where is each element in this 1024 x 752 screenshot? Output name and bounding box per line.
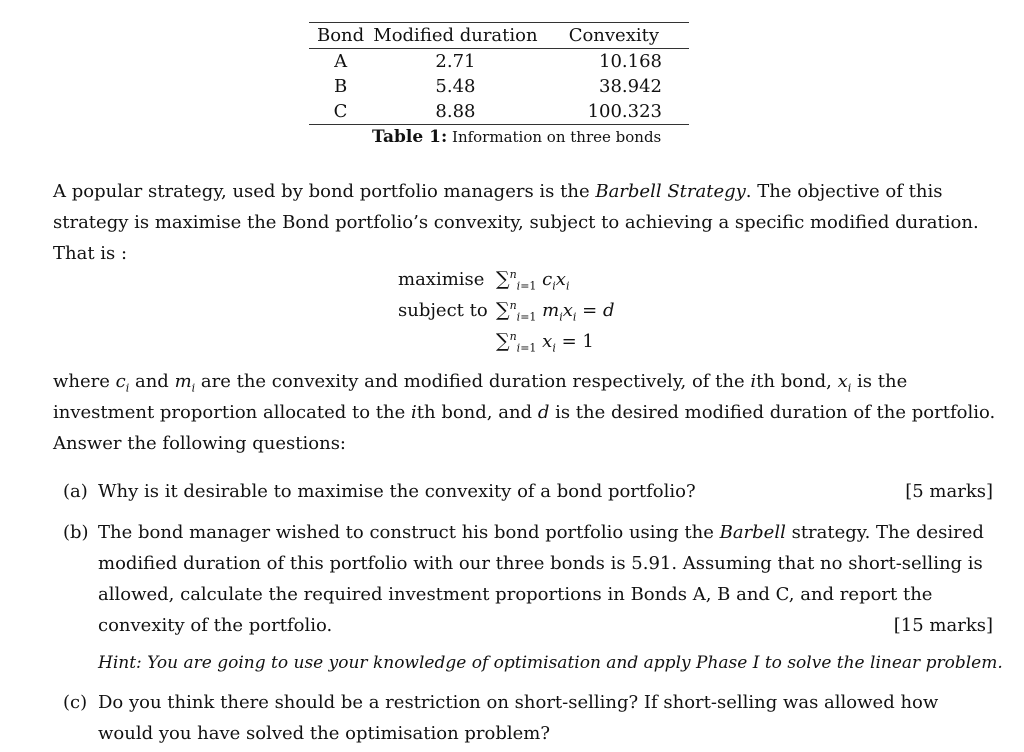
bond-convexity: 38.942 — [599, 76, 662, 97]
question-tag: (b) — [63, 522, 89, 543]
table-header-row — [309, 23, 689, 49]
table-caption — [372, 127, 661, 147]
maximise-label: maximise — [398, 269, 485, 290]
question-text: Do you think there should be a restriction on short-selling? If short-selling was allowed how would you have solved the optimisation problem? — [98, 692, 939, 744]
bond-name: C — [333, 101, 348, 122]
explanation-paragraph: where $c_i$ and $m_i$ are the convexity and modified duration respectively, of the ith bond, $x_i$ is the investment proportion allocated to the ith bond, and d is the desired modified duration of the portfolio. Answer the following questions: — [53, 371, 996, 454]
question-tag: (a) — [63, 481, 88, 502]
explain-text: is the desired modified duration of the portfolio. Answer the following questions: — [53, 402, 996, 454]
bond-duration: 8.88 — [435, 101, 476, 122]
question-text: Why is it desirable to maximise the convexity of a bond portfolio? — [98, 481, 696, 502]
caption-text: Information on three bonds — [452, 128, 662, 146]
intro-text: A popular strategy, used by bond portfolio managers is the — [53, 181, 596, 202]
hint-text: Hint: You are going to use your knowledge of optimisation and apply Phase I to solve the linear problem. — [98, 653, 1003, 673]
bond-table — [309, 22, 689, 125]
constraint-row: subject to ∑$^n_{i=1}$ $m_ix_i = d$ — [398, 295, 615, 326]
table-row — [309, 49, 689, 75]
bond-name: B — [333, 76, 348, 97]
bond-duration: 5.48 — [435, 76, 476, 97]
question-a — [63, 476, 993, 507]
question-text-cont: strategy. The desired modified duration of this portfolio with our three bonds is 5.91. Assuming that no short-selling is allowed, calculate the required investment proportions in Bonds A, B and C, and report the convexity of the portfolio. — [98, 522, 984, 636]
optimisation-problem — [398, 264, 615, 357]
bond-name: A — [334, 51, 348, 72]
explain-text: th bond, — [756, 371, 838, 392]
header-bond: Bond — [316, 25, 365, 46]
strategy-name: Barbell Strategy — [595, 181, 746, 202]
header-convexity: Convexity — [568, 25, 660, 46]
explain-text: where — [53, 371, 116, 392]
explain-text: th bond, and — [416, 402, 538, 423]
header-modified-duration: Modified duration — [373, 25, 538, 46]
intro-text-cont: . The objective of this strategy is maximise the Bond portfolio’s convexity, subject to achieving a specific modified duration. That is : — [53, 181, 979, 264]
barbell-term: Barbell — [719, 522, 786, 543]
marks: [15 marks] — [893, 615, 993, 636]
question-c — [63, 687, 993, 749]
bond-convexity: 10.168 — [599, 51, 662, 72]
table-row — [309, 99, 689, 125]
subject-to-label: subject to — [398, 300, 488, 321]
question-text: The bond manager wished to construct his bond portfolio using the — [98, 522, 720, 543]
marks: [5 marks] — [905, 481, 993, 502]
explain-text: and — [129, 371, 175, 392]
intro-paragraph — [53, 176, 1003, 269]
bond-duration: 2.71 — [435, 51, 476, 72]
caption-label: Table 1: — [372, 127, 448, 147]
explain-text: are the convexity and modified duration respectively, of the — [195, 371, 751, 392]
question-b — [63, 517, 993, 641]
question-tag: (c) — [63, 692, 88, 713]
constraint-row: ∑$^n_{i=1}$ $x_i = 1$ — [496, 330, 594, 355]
objective-row: maximise ∑$^n_{i=1}$ $c_ix_i$ — [398, 264, 615, 295]
explain-text: is the investment proportion allocated to the — [53, 371, 908, 423]
bond-convexity: 100.323 — [587, 101, 662, 122]
table-row — [309, 74, 689, 99]
